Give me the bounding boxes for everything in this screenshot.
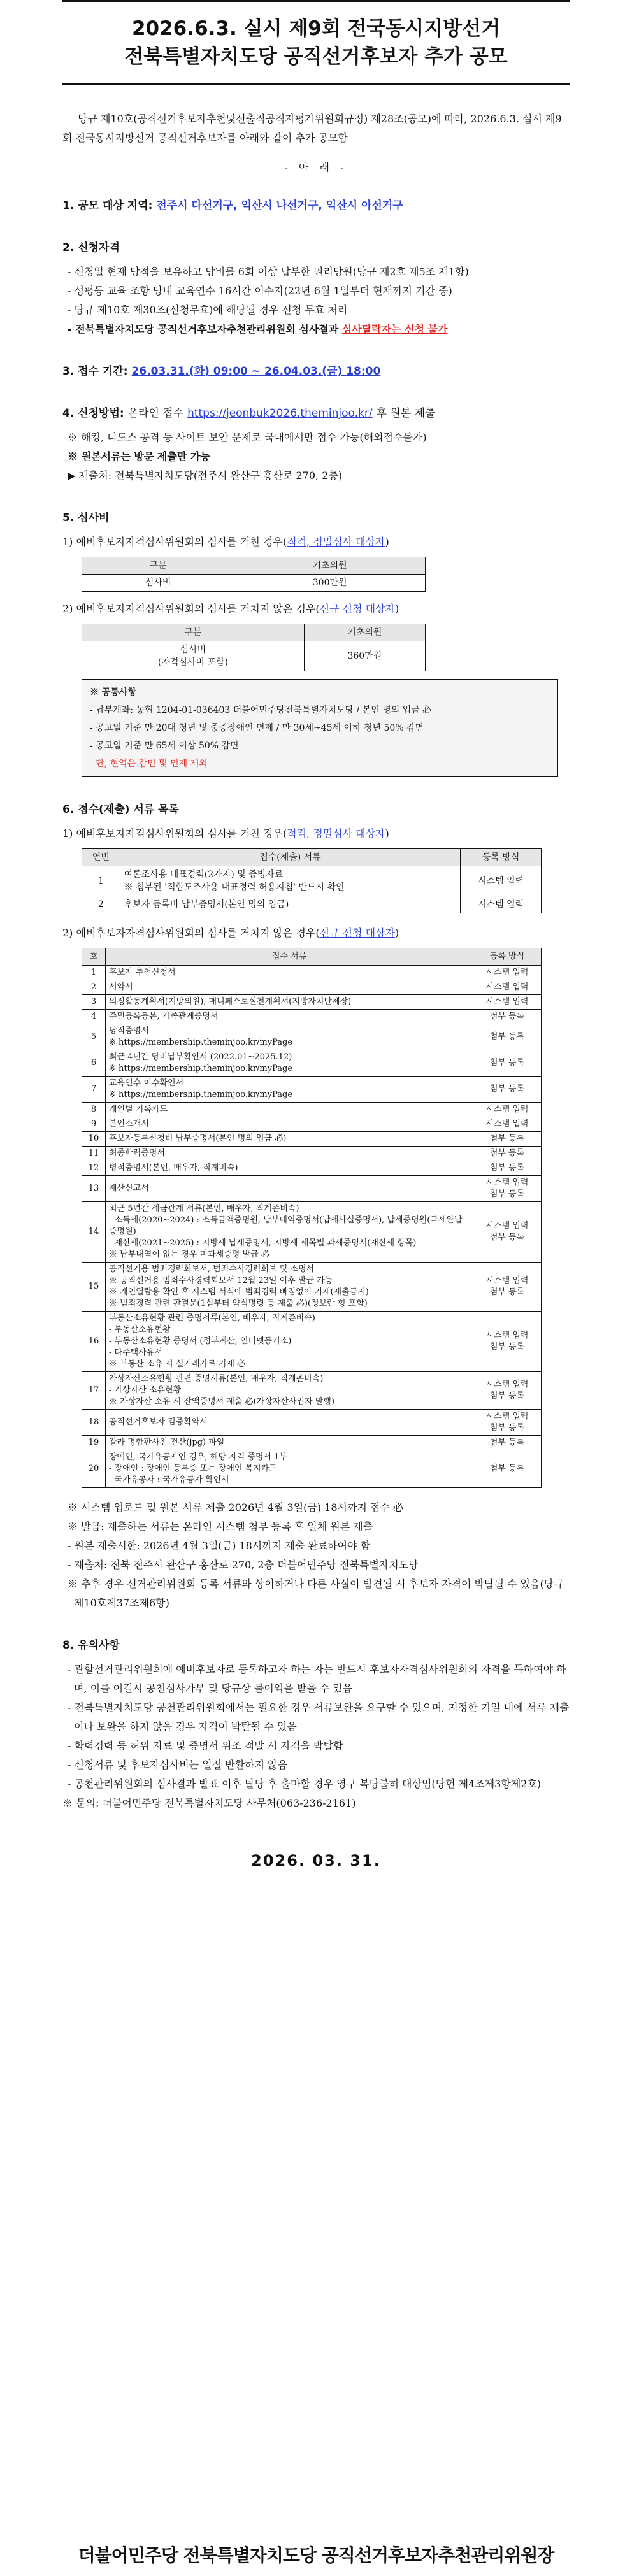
table-row: 17 가상자산소유현황 관련 증명서류(본인, 배우자, 직계존비속) - 가상자산 소유현황 ※ 가상자산 소유 시 잔액증명서 제출 必(가상자산사업자 발행) 시스템 입력 첨부 등록	[82, 1372, 542, 1410]
fee-table-2: 구분 기초의원 심사비 (자격심사비 포함) 360만원	[82, 624, 426, 671]
docs-note: - 제출처: 전북 전주시 완산구 홍산로 270, 2층 더불어민주당 전북특별자치도당	[68, 1559, 419, 1571]
docs-note: ※ 추후 경우 선거관리위원회 등록 서류와 상이하거나 다른 사실이 발견될 시 후보자 자격이 박탈될 수 있음(당규제10호제37조제6항)	[68, 1578, 564, 1609]
target-areas: 전주시 다선거구, 익산시 나선거구, 익산시 아선거구	[156, 199, 403, 212]
section-method: 4. 신청방법: 온라인 접수 https://jeonbuk2026.theminjoo.kr/ 후 원본 제출 ※ 해킹, 디도스 공격 등 사이트 보안 문제로 국내에서만 접수 가능(해외접수불가) ※ 원본서류는 방문 제출만 가능 ▶ 제출처: 전북특별자치도당(전주시 완산구 홍산로 270, 2층)	[62, 404, 570, 485]
section-cautions	[62, 1636, 570, 1813]
fee-exception: - 단, 현역은 감면 및 면제 제외	[90, 759, 208, 769]
fee-table-1: 구분 기초의원 심사비 300만원	[82, 557, 426, 592]
table-row: 15 공직선거용 범죄경력회보서, 범죄수사경력회보 및 소명서 ※ 공직선거용 범죄수사경력회보서 12월 23일 이후 발급 가능 ※ 개인열람용 확인 후 시스템 서식에 범죄경력 빠짐없이 기재(제출금지) ※ 범죄경력 관련 판결문(1심부터 약식명령 등 제출 必)(정보란 형 포함) 시스템 입력 첨부 등록	[82, 1263, 542, 1312]
table-row: 4 주민등록등본, 가족관계증명서 첨부 등록	[82, 1010, 542, 1024]
caution-item: - 전북특별자치도당 공천관리위원회에서는 필요한 경우 서류보완을 요구할 수 있으며, 지정한 기일 내에 서류 제출이나 보완을 하지 않을 경우 자격이 박탈될 수 있음	[68, 1701, 570, 1733]
notice-body	[62, 102, 570, 1940]
table-row: 10 후보자등록신청비 납부증명서(본인 명의 입금 必) 첨부 등록	[82, 1132, 542, 1147]
caution-item: - 공천관리위원회의 심사결과 발표 이후 탈당 후 출마할 경우 영구 복당불허 대상임(당헌 제4조제3항제2호)	[68, 1778, 542, 1790]
table-row: 1 후보자 추천신청서 시스템 입력	[82, 966, 542, 980]
table-row: 13 재산신고서 시스템 입력 첨부 등록	[82, 1176, 542, 1202]
table-row: 6 최근 4년간 당비납부확인서 (2022.01~2025.12) ※ https://membership.theminjoo.kr/myPage 첨부 등록	[82, 1050, 542, 1077]
table-row: 2 후보자 등록비 납부증명서(본인 명의 입금) 시스템 입력	[82, 896, 542, 913]
docs-sub-1: 1) 예비후보자자격심사위원회의 심사를 거친 경우(적격, 정밀심사 대상자)	[62, 827, 389, 840]
table-row: 3 의정활동계획서(지방의원), 매니페스토실천계획서(지방자치단체장) 시스템 입력	[82, 995, 542, 1010]
application-period: 26.03.31.(화) 09:00 ~ 26.04.03.(금) 18:00	[131, 365, 381, 378]
docs-note: ※ 발급: 제출하는 서류는 온라인 시스템 첨부 등록 후 일체 원본 제출	[68, 1521, 373, 1533]
docs-sub-2: 2) 예비후보자자격심사위원회의 심사를 거치지 않은 경우(신규 신청 대상자)	[62, 927, 399, 939]
method-note-2: ※ 원본서류는 방문 제출만 가능	[68, 450, 210, 462]
section-target-area	[62, 196, 570, 215]
section-divider-label: - 아 래 -	[284, 161, 348, 173]
method-note-3: ▶ 제출처: 전북특별자치도당(전주시 완산구 홍산로 270, 2층)	[68, 469, 343, 482]
caution-item: - 학력경력 등 허위 자료 및 증명서 위조 적발 시 자격을 박탈함	[68, 1740, 343, 1752]
method-note-1: ※ 해킹, 디도스 공격 등 사이트 보안 문제로 국내에서만 접수 가능(해외접수불가)	[68, 431, 427, 443]
table-row: 5 당직증명서 ※ https://membership.theminjoo.kr/myPage 첨부 등록	[82, 1024, 542, 1050]
fee-sub-2: 2) 예비후보자자격심사위원회의 심사를 거치지 않은 경우(신규 신청 대상자)	[62, 603, 399, 615]
table-row: 11 최종학력증명서 첨부 등록	[82, 1147, 542, 1161]
fee-box-line: - 공고일 기준 만 65세 이상 50% 감면	[90, 741, 239, 751]
intro-paragraph: 당규 제10호(공직선거후보자추천및선출직공직자평가위원회규정) 제28조(공모)에 따라, 2026.6.3. 실시 제9회 전국동시지방선거 공직선거후보자를 아래와 같이 추가 공모함	[62, 113, 562, 144]
notice-date: 2026. 03. 31.	[251, 1852, 381, 1870]
qualification-last: - 전북특별자치도당 공직선거후보자추천관리위원회 심사결과 심사탈락자는 신청 불가	[68, 323, 448, 335]
section-fee	[62, 508, 570, 777]
table-row: 16 부동산소유현황 관련 증명서류(본인, 배우자, 직계존비속) - 부동산소유현황 - 부동산소유현황 증명서 (정부계산, 인터넷등기소) - 다주택사유서 ※ 부동산 소유 시 실거래가로 기재 必 시스템 입력 첨부 등록	[82, 1312, 542, 1372]
signature-line: 더불어민주당 전북특별자치도당 공직선거후보자추천관리위원장	[78, 2545, 554, 2566]
title-line-2: 전북특별자치도당 공직선거후보자 추가 공모	[124, 45, 508, 68]
table-row: 14 최근 5년간 세금관계 서류(본인, 배우자, 직계존비속) - 소득세(2020~2024) : 소득금액증명원, 납부내역증명서(납세사실증명서), 납세증명원(국세완납증명원) - 재산세(2021~2025) : 지방세 납세증명서, 지방세 세목별 과세증명서(재산세 항목) ※ 납부내역이 없는 경우 미과세증명 발급 必 시스템 입력 첨부 등록	[82, 1202, 542, 1263]
table-row: 2 서약서 시스템 입력	[82, 980, 542, 995]
caution-list	[62, 1660, 570, 1794]
table-row: 1 여론조사용 대표경력(2가지) 및 증빙자료 ※ 첨부된 '적합도조사용 대표경력 허용지침' 반드시 확인 시스템 입력	[82, 866, 542, 896]
fee-sub-1: 1) 예비후보자자격심사위원회의 심사를 거친 경우(적격, 정밀심사 대상자)	[62, 536, 389, 548]
section-period	[62, 362, 570, 381]
table-row: 7 교육연수 이수확인서 ※ https://membership.theminjoo.kr/myPage 첨부 등록	[82, 1077, 542, 1103]
section-3-title: 3. 접수 기간:	[62, 365, 128, 378]
disqualification-note: 심사탈락자는 신청 불가	[341, 323, 448, 335]
table-row: 9 본인소개서 시스템 입력	[82, 1117, 542, 1132]
table-row: 19 칼라 명함판사진 전산(jpg) 파일 첨부 등록	[82, 1436, 542, 1450]
table-row: 12 병적증명서(본인, 배우자, 직계비속) 첨부 등록	[82, 1161, 542, 1176]
docs-notes	[62, 1498, 570, 1613]
application-link[interactable]: https://jeonbuk2026.theminjoo.kr/	[187, 407, 373, 420]
table-row: 8 개인별 기록카드 시스템 입력	[82, 1103, 542, 1117]
fee-common-box: ※ 공통사항 - 납부계좌: 농협 1204-01-036403 더불어민주당전북특별자치도당 / 본인 명의 입금 必 - 공고일 기준 만 20대 청년 및 중증장애인 면제 / 만 30세~45세 이하 청년 50% 감면 - 공고일 기준 만 65세 이상 50% 감면 - 단, 현역은 감면 및 면제 제외	[82, 679, 558, 777]
docs-note: ※ 시스템 업로드 및 원본 서류 제출 2026년 4월 3일(금) 18시까지 접수 必	[68, 1501, 403, 1513]
qualification-list	[62, 262, 570, 320]
table-row: 20 장애인, 국가유공자인 경우, 해당 자격 증명서 1부 - 장애인 : 장애인 등록증 또는 장애인 복지카드 - 국가유공자 : 국가유공자 확인서 첨부 등록	[82, 1450, 542, 1488]
section-qualification	[62, 238, 570, 339]
contact-line: ※ 문의: 더불어민주당 전북특별자치도당 사무처(063-236-2161)	[62, 1797, 356, 1809]
section-6-title: 6. 접수(제출) 서류 목록	[62, 803, 179, 816]
fee-box-line: - 납부계좌: 농협 1204-01-036403 더불어민주당전북특별자치도당 / 본인 명의 입금 必	[90, 705, 432, 715]
section-5-title: 5. 심사비	[62, 512, 110, 524]
title-line-1: 2026.6.3. 실시 제9회 전국동시지방선거	[131, 17, 501, 40]
caution-item: - 신청서류 및 후보자심사비는 일절 반환하지 않음	[68, 1759, 288, 1771]
section-8-title: 8. 유의사항	[62, 1639, 120, 1652]
section-documents	[62, 800, 570, 1613]
table-row: 18 공직선거후보자 검증확약서 시스템 입력 첨부 등록	[82, 1410, 542, 1436]
docs-table-2: 호 접수 서류 등록 방식 1 후보자 추천신청서 시스템 입력 2 서약서 시스템 입력 3 의정활동계획서(지방의원), 매니페스토실천계획서(지방자치단체장) 시스템 입력 4 주민등록등본, 가족관계증명서 첨부 등록 5 당직증명서 ※ https://membership.theminjoo.kr/myPage 첨부 등록 6 최근 4년간 당비납부확인서 (2022.01~2025.12) ※ https://membership.theminjoo.kr/myPage 첨부 등록 7 교육연수 이수확인서 ※ https://membership.theminjoo.kr/myPage 첨부 등록 8 개인별 기록카드 시스템 입력 9 본인소개서 시스템 입력 10 후보자등록신청비 납부증명서(본인 명의 입금 必) 첨부 등록 11 최종학력증명서 첨부 등록 12 병적증명서(본인, 배우자, 직계비속) 첨부 등록 13 재산신고서 시스템 입력 첨부 등록 14 최근 5년간 세금관계 서류(본인, 배우자, 직계존비속) - 소득세(2020~2024) : 소득금액증명원, 납부내역증명서(납세사실증명서), 납세증명원(국세완납증명원) - 재산세(2021~2025) : 지방세 납세증명서, 지방세 세목별 과세증명서(재산세 항목) ※ 납부내역이 없는 경우 미과세증명 발급 必 시스템 입력 첨부 등록 15 공직선거용 범죄경력회보서, 범죄수사경력회보 및 소명서 ※ 공직선거용 범죄수사경력회보서 12월 23일 이후 발급 가능 ※ 개인열람용 확인 후 시스템 서식에 범죄경력 빠짐없이 기재(제출금지) ※ 범죄경력 관련 판결문(1심부터 약식명령 등 제출 必)(정보란 형 포함) 시스템 입력 첨부 등록 16 부동산소유현황 관련 증명서류(본인, 배우자, 직계존비속) - 부동산소유현황 - 부동산소유현황 증명서 (정부계산, 인터넷등기소) - 다주택사유서 ※ 부동산 소유 시 실거래가로 기재 必 시스템 입력 첨부 등록 17 가상자산소유현황 관련 증명서류(본인, 배우자, 직계존비속) - 가상자산 소유현황 ※ 가상자산 소유 시 잔액증명서 제출 必(가상자산사업자 발행) 시스템 입력 첨부 등록 18 공직선거후보자 검증확약서 시스템 입력 첨부 등록 19 칼라 명함판사진 전산(jpg) 파일 첨부 등록 20 장애인, 국가유공자인 경우, 해당 자격 증명서 1부 - 장애인 : 장애인 등록증 또는 장애인 복지카드 - 국가유공자 : 국가유공자 확인서 첨부 등록	[82, 948, 542, 1488]
fee-box-line: - 공고일 기준 만 20대 청년 및 중증장애인 면제 / 만 30세~45세 이하 청년 50% 감면	[90, 723, 424, 733]
qualification-item: - 신청일 현재 당적을 보유하고 당비를 6회 이상 납부한 권리당원(당규 제2호 제5조 제1항)	[68, 266, 469, 278]
caution-item: - 관할선거관리위원회에 예비후보자로 등록하고자 하는 자는 반드시 후보자자격심사위원회의 자격을 득하여야 하며, 이를 어길시 공천심사가부 및 당규상 불이익을 받을 수 있음	[68, 1663, 566, 1694]
docs-table-1: 연번 접수(제출) 서류 등록 방식 1 여론조사용 대표경력(2가지) 및 증빙자료 ※ 첨부된 '적합도조사용 대표경력 허용지침' 반드시 확인 시스템 입력 2 후보자 등록비 납부증명서(본인 명의 입금) 시스템 입력	[82, 848, 542, 913]
qualification-item: - 성평등 교육 조항 당내 교육연수 16시간 이수자(22년 6월 1일부터 현재까지 기간 중)	[68, 285, 452, 297]
section-4-title: 4. 신청방법:	[62, 407, 124, 420]
section-1-title: 1. 공모 대상 지역:	[62, 199, 153, 212]
section-2-title: 2. 신청자격	[62, 241, 120, 254]
qualification-item: - 당규 제10호 제30조(신청무효)에 해당될 경우 신청 무효 처리	[68, 304, 348, 316]
title-frame	[62, 0, 570, 85]
docs-note: - 원본 제출시한: 2026년 4월 3일(금) 18시까지 제출 완료하여야 함	[68, 1540, 371, 1552]
